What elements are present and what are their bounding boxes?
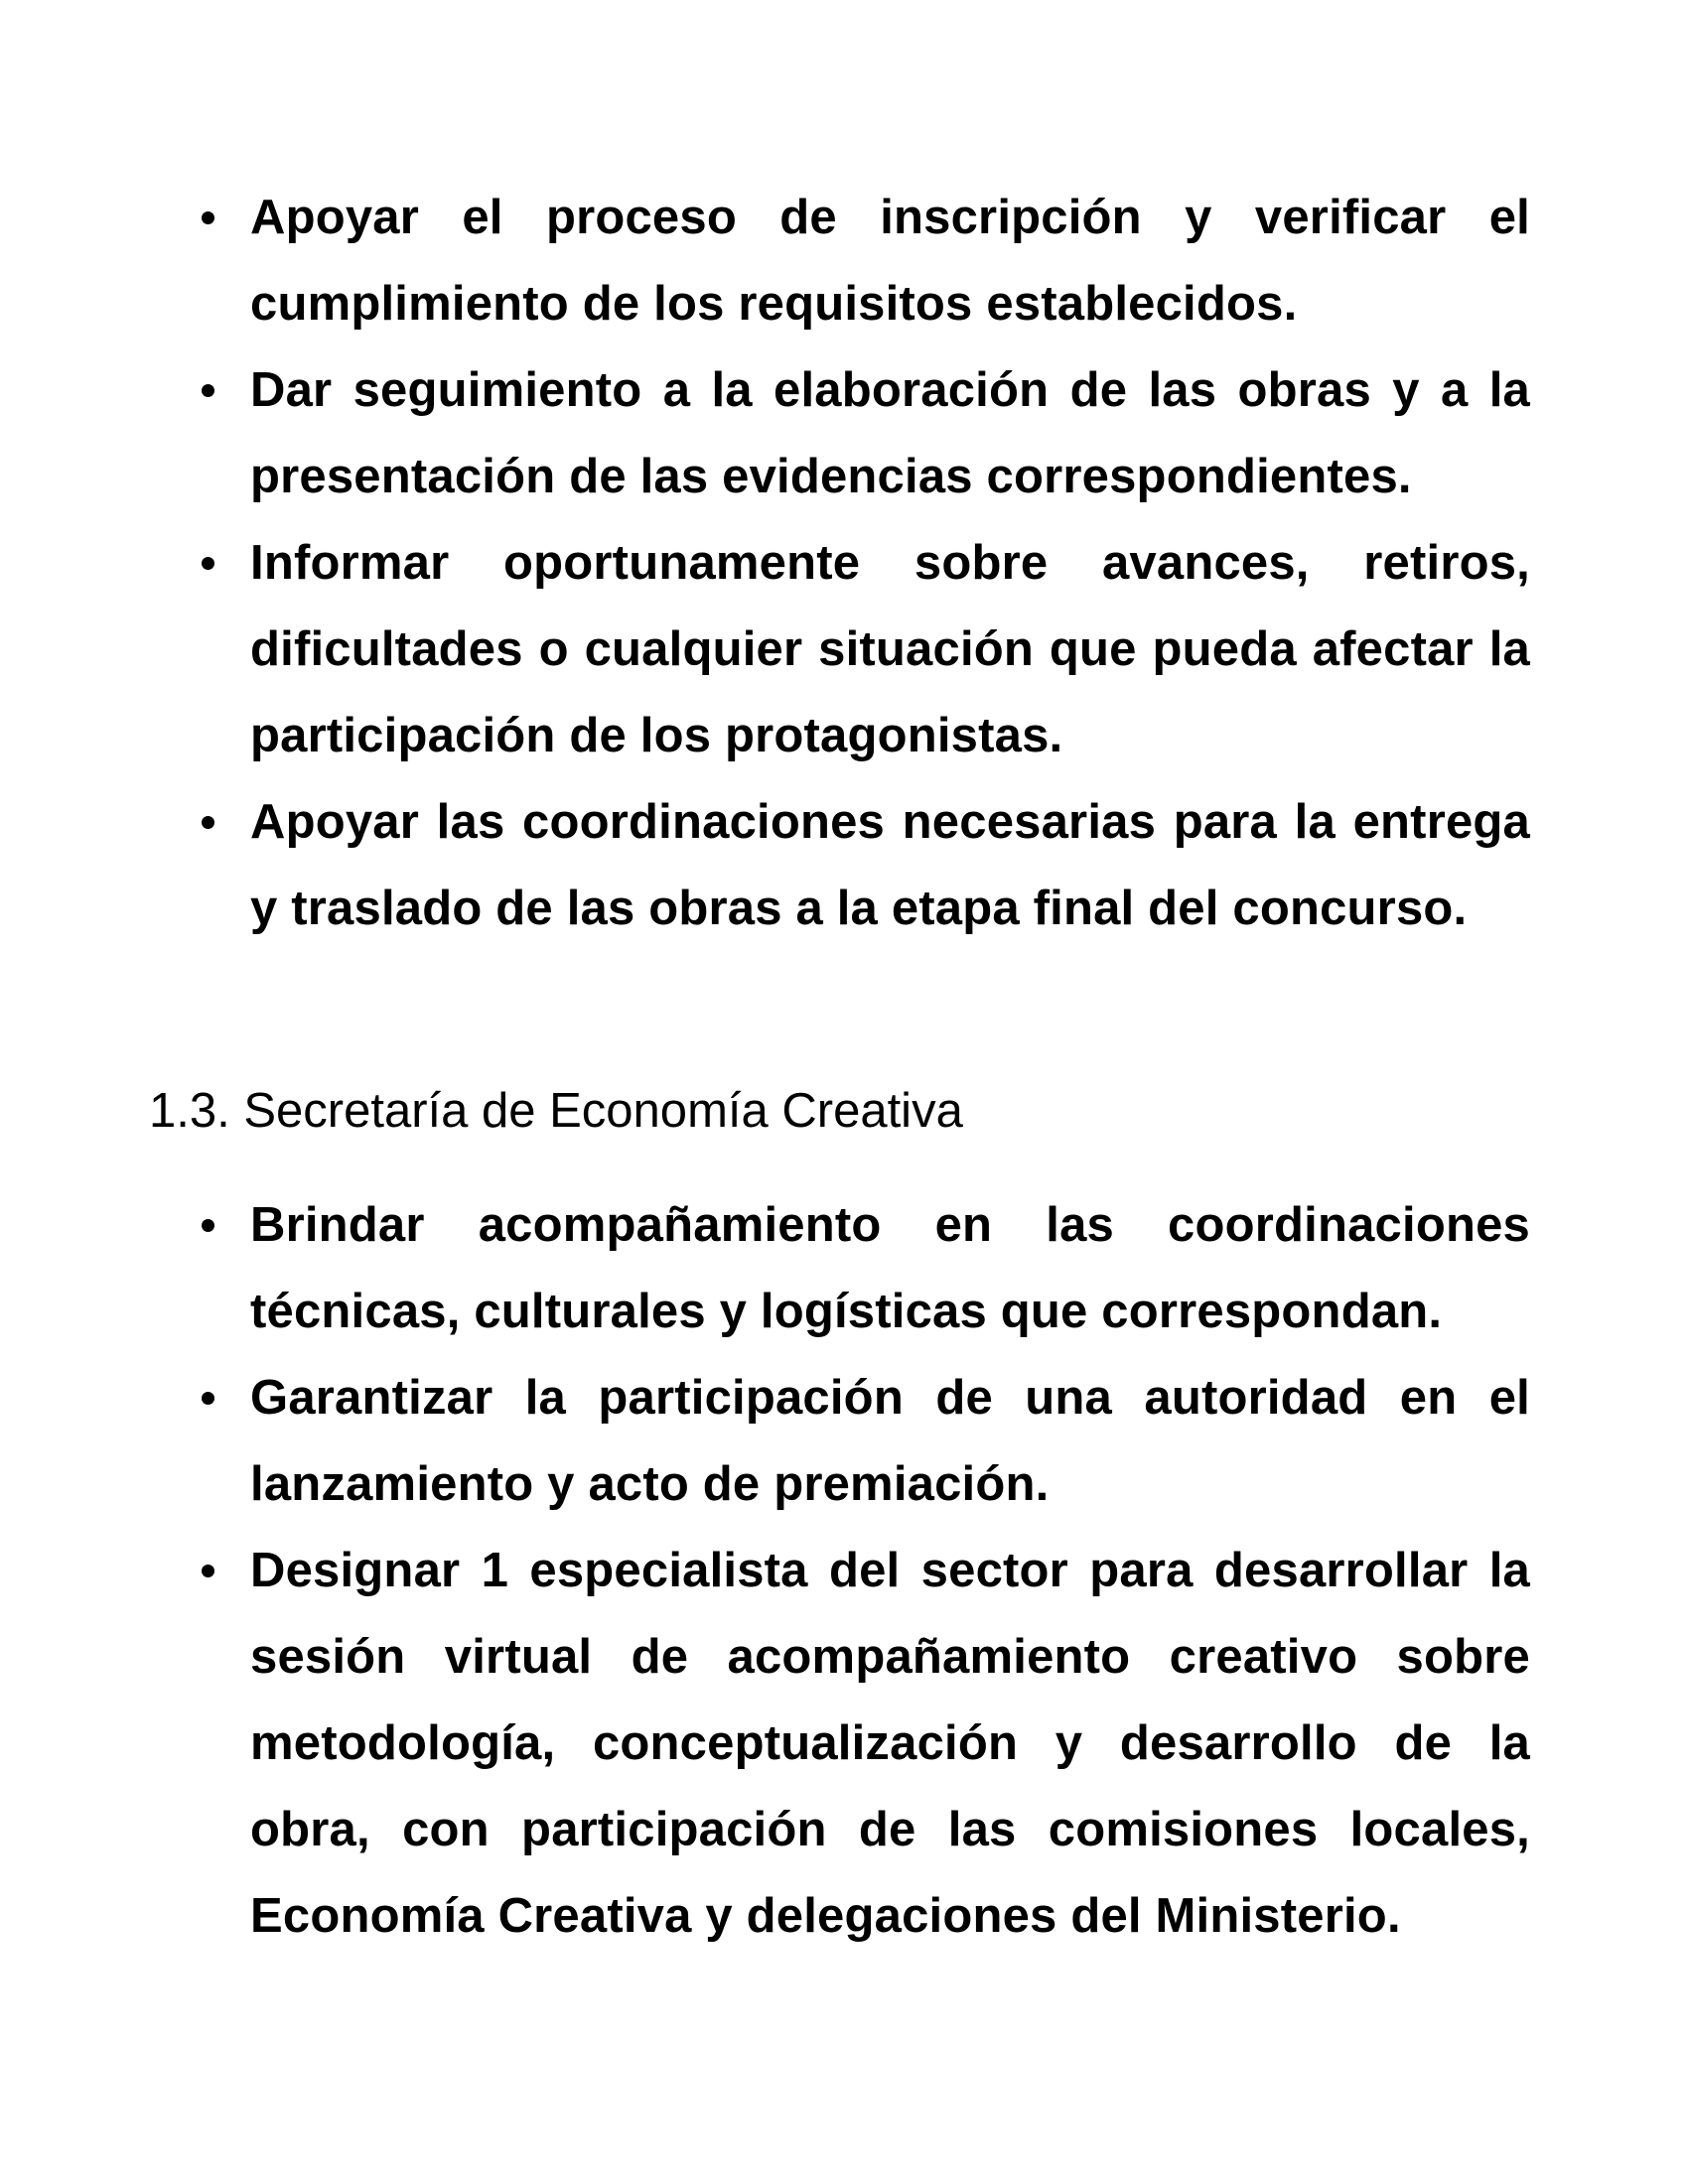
bullet-icon [202, 816, 214, 829]
bullet-icon [202, 1392, 214, 1405]
responsibilities-list [187, 175, 1530, 952]
list-item [187, 520, 1530, 779]
list-item-text: Dar seguimiento a la elaboración de las obras y a la presentación de las evidencias correspondientes. [250, 363, 1530, 503]
list-item [187, 1182, 1530, 1355]
list-item [187, 175, 1530, 347]
list-item-text: Designar 1 especialista del sector para desarrollar la sesión virtual de acompañamiento creativo sobre metodología, conceptualización y desarrollo de la obra, con participación de las comisiones locales, Economía Creativa y delegaciones del Ministerio. [250, 1544, 1530, 1943]
list-item [187, 1528, 1530, 1960]
list-item [187, 1355, 1530, 1528]
list-item-text: Brindar acompañamiento en las coordinaciones técnicas, culturales y logísticas que correspondan. [250, 1198, 1530, 1338]
bullet-icon [202, 1565, 214, 1577]
secretaria-responsibilities-list [187, 1182, 1530, 1960]
list-item-text: Garantizar la participación de una autoridad en el lanzamiento y acto de premiación. [250, 1371, 1530, 1511]
bullet-icon [202, 211, 214, 224]
list-item-text: Apoyar el proceso de inscripción y verificar el cumplimiento de los requisitos establecidos. [250, 191, 1530, 331]
list-item-text: Informar oportunamente sobre avances, retiros, dificultades o cualquier situación que pueda afectar la participación de los protagonistas. [250, 536, 1530, 762]
list-item-text: Apoyar las coordinaciones necesarias para la entrega y traslado de las obras a la etapa final del concurso. [250, 795, 1530, 935]
bullet-icon [202, 1219, 214, 1232]
list-item [187, 347, 1530, 520]
section-heading: 1.3. Secretaría de Economía Creativa [149, 1084, 963, 1138]
bullet-icon [202, 557, 214, 570]
list-item [187, 779, 1530, 952]
bullet-icon [202, 384, 214, 397]
